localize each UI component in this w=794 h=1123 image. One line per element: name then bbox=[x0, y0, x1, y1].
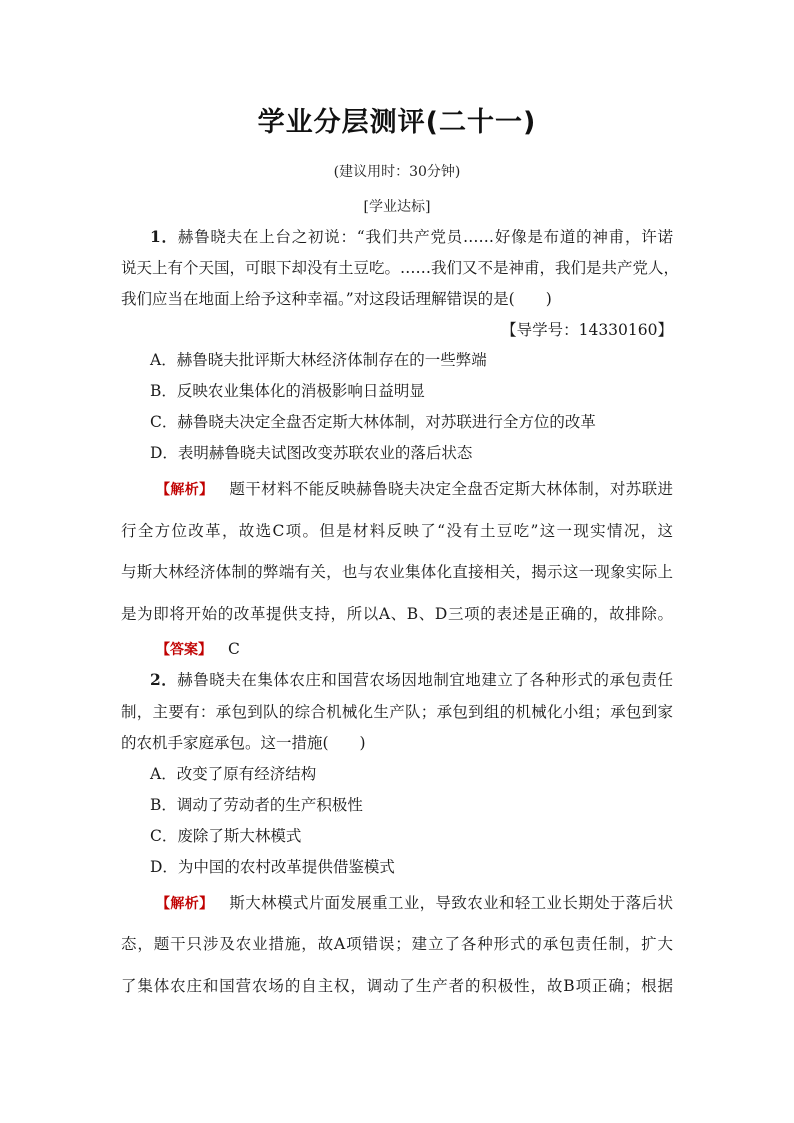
q2-analysis-text-1: 斯大林模式片面发展重工业，导致农业和轻工业长期处于落后状 bbox=[229, 894, 673, 912]
q1-number: 1． bbox=[150, 227, 178, 246]
q2-stem-line-3: 的农机手家庭承包。这一措施( ) bbox=[121, 734, 366, 752]
q2-option-c: C．废除了斯大林模式 bbox=[150, 827, 302, 845]
q2-analysis-line-2: 态，题干只涉及农业措施，故A项错误；建立了各种形式的承包责任制，扩大 bbox=[121, 935, 673, 953]
q1-analysis-tag: 【解析】 bbox=[156, 482, 214, 498]
q1-analysis-line-2: 行全方位改革，故选C项。但是材料反映了“没有土豆吃”这一现实情况，这 bbox=[121, 522, 673, 540]
q1-analysis-line-4: 是为即将开始的改革提供支持，所以A、B、D三项的表述是正确的，故排除。 bbox=[121, 605, 673, 623]
q2-option-a: A．改变了原有经济结构 bbox=[150, 765, 317, 783]
page-title: 学业分层测评(二十一) bbox=[257, 107, 537, 138]
q2-analysis-line-1 bbox=[156, 892, 673, 915]
suggested-time: (建议用时：30分钟) bbox=[333, 164, 461, 180]
q1-option-b: B．反映农业集体化的消极影响日益明显 bbox=[150, 382, 425, 400]
q2-option-b: B．调动了劳动者的生产积极性 bbox=[150, 796, 363, 814]
q1-option-a: A．赫鲁晓夫批评斯大林经济体制存在的一些弊端 bbox=[150, 351, 487, 369]
q1-answer-value: C bbox=[228, 640, 240, 658]
q2-option-d: D．为中国的农村改革提供借鉴模式 bbox=[150, 858, 395, 876]
q1-guide-number: 【导学号：14330160】 bbox=[501, 321, 673, 339]
q2-analysis-line-3: 了集体农庄和国营农场的自主权，调动了生产者的积极性，故B项正确；根据 bbox=[121, 977, 673, 995]
q1-answer-tag: 【答案】 bbox=[156, 642, 212, 658]
q1-analysis-line-1 bbox=[156, 478, 673, 501]
q1-answer bbox=[156, 638, 708, 661]
q1-stem-line-3: 我们应当在地面上给予这种幸福。”对这段话理解错误的是( ) bbox=[121, 290, 552, 308]
q2-number: 2． bbox=[150, 670, 178, 689]
q2-stem-line-2: 制，主要有：承包到队的综合机械化生产队；承包到组的机械化小组；承包到家 bbox=[121, 703, 673, 721]
q1-option-d: D．表明赫鲁晓夫试图改变苏联农业的落后状态 bbox=[150, 444, 473, 462]
q1-stem-line-1 bbox=[150, 226, 673, 248]
q1-stem-text-1: 赫鲁晓夫在上台之初说：“我们共产党员……好像是布道的神甫，许诺 bbox=[177, 228, 673, 246]
q1-stem-line-2: 说天上有个天国，可眼下却没有土豆吃。……我们又不是神甫，我们是共产党人， bbox=[121, 259, 680, 277]
q2-stem-line-1 bbox=[150, 669, 673, 691]
q2-stem-text-1: 赫鲁晓夫在集体农庄和国营农场因地制宜地建立了各种形式的承包责任 bbox=[177, 671, 673, 689]
q1-analysis-text-1: 题干材料不能反映赫鲁晓夫决定全盘否定斯大林体制，对苏联进 bbox=[229, 480, 673, 498]
section-heading: [学业达标] bbox=[363, 199, 431, 215]
q2-analysis-tag: 【解析】 bbox=[156, 896, 214, 912]
q1-analysis-line-3: 与斯大林经济体制的弊端有关，也与农业集体化直接相关，揭示这一现象实际上 bbox=[121, 563, 673, 581]
q1-option-c: C．赫鲁晓夫决定全盘否定斯大林体制，对苏联进行全方位的改革 bbox=[150, 413, 596, 431]
